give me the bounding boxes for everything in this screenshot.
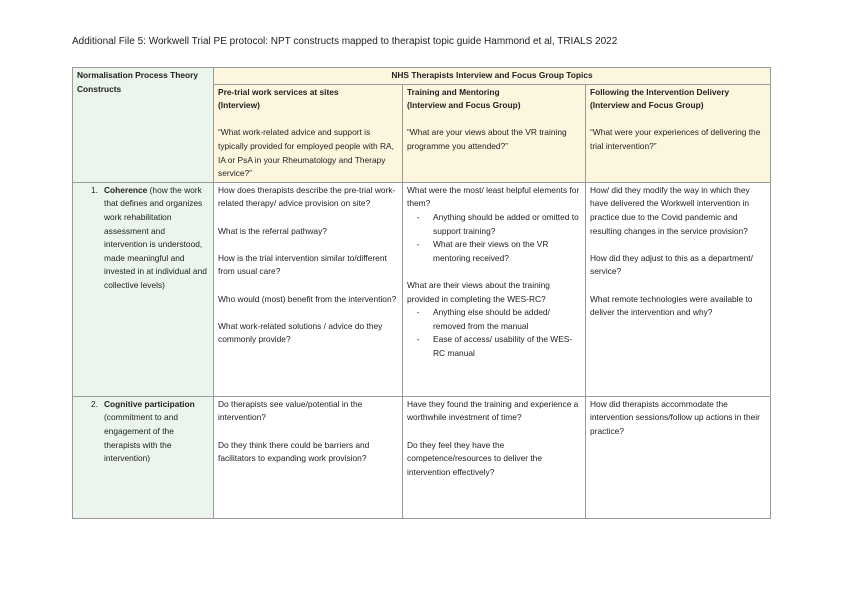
table-row [73,396,771,518]
question: What were the most/ least helpful elements for them? [407,184,580,209]
header-npt-constructs: Normalisation Process Theory Constructs [73,68,214,183]
question: Have they found the training and experience a worthwhile investment of time? [407,398,579,423]
cell-training [403,182,586,396]
construct-name: Coherence [104,184,148,195]
construct-cognitive-participation [73,396,214,518]
construct-number: 2. [91,398,98,409]
construct-description: (how the work that defines and organizes work rehabilitation assessment and intervention is understood, made meaningful and invested in at individual and collective levels) [104,184,207,290]
question: What work-related solutions / advice do they commonly provide? [218,320,383,345]
question: How did therapists accommodate the intervention sessions/follow up actions in their practice? [590,398,760,436]
sub-question-list [407,306,581,360]
construct-coherence [73,182,214,396]
topic-title: Following the Intervention Delivery [590,86,730,97]
question: Do therapists see value/potential in the intervention? [218,398,363,423]
question: How did they adjust to this as a department/ service? [590,252,753,277]
question: What is the referral pathway? [218,225,327,236]
cell-following [586,182,771,396]
question: How is the trial intervention similar to/different from usual care? [218,252,387,277]
question: Do they feel they have the competence/resources to deliver the intervention effectively? [407,439,543,477]
topic-mode: (Interview) [218,100,260,111]
question: Who would (most) benefit from the intervention? [218,293,397,304]
topic-title: Training and Mentoring [407,86,500,97]
question: How does therapists describe the pre-trial work-related therapy/ advice provision on site? [218,184,396,209]
sub-question-list [407,211,581,265]
question: What remote technologies were available to deliver the intervention and why? [590,293,753,318]
npt-topic-table [72,67,771,519]
topic-question: “What were your experiences of delivering the trial intervention?” [590,127,761,151]
list-item: - Anything else should be added/ removed from the manual [416,307,550,331]
construct-number: 1. [91,184,98,195]
cell-following [586,396,771,518]
cell-training [403,396,586,518]
header-topics: NHS Therapists Interview and Focus Group Topics [214,68,771,85]
list-item: - What are their views on the VR mentoring received? [416,239,549,263]
topic-training [403,84,586,182]
topic-question: “What work-related advice and support is typically provided for employed people with RA, IA or PsA in your Rheumatology and Therapy service?” [218,127,394,179]
topic-title: Pre-trial work services at sites [218,86,339,97]
table-row [73,182,771,396]
document-title: Additional File 5: Workwell Trial PE protocol: NPT constructs mapped to therapist topic guide Hammond et al, TRIALS 2022 [72,36,618,47]
list-item: - Anything should be added or omitted to support training? [416,211,579,236]
cell-pre-trial [214,396,403,518]
header-row-1 [73,68,771,85]
topic-pre-trial [214,84,403,182]
topic-mode: (Interview and Focus Group) [407,100,521,111]
list-item: - Ease of access/ usability of the WES-RC manual [416,334,573,358]
topic-following [586,84,771,182]
cell-pre-trial [214,182,403,396]
question: Do they think there could be barriers and facilitators to expanding work provision? [218,439,370,464]
topic-mode: (Interview and Focus Group) [590,100,704,111]
construct-name: Cognitive participation [104,398,195,409]
question: What are their views about the training provided in completing the WES-RC? [407,279,550,304]
construct-description: (commitment to and engagement of the therapists with the intervention) [104,412,179,464]
topic-question: “What are your views about the VR training programme you attended?” [407,127,567,151]
question: How/ did they modify the way in which they have delivered the Workwell intervention in practice due to the Covid pandemic and resulting changes in the service provision? [590,184,750,236]
